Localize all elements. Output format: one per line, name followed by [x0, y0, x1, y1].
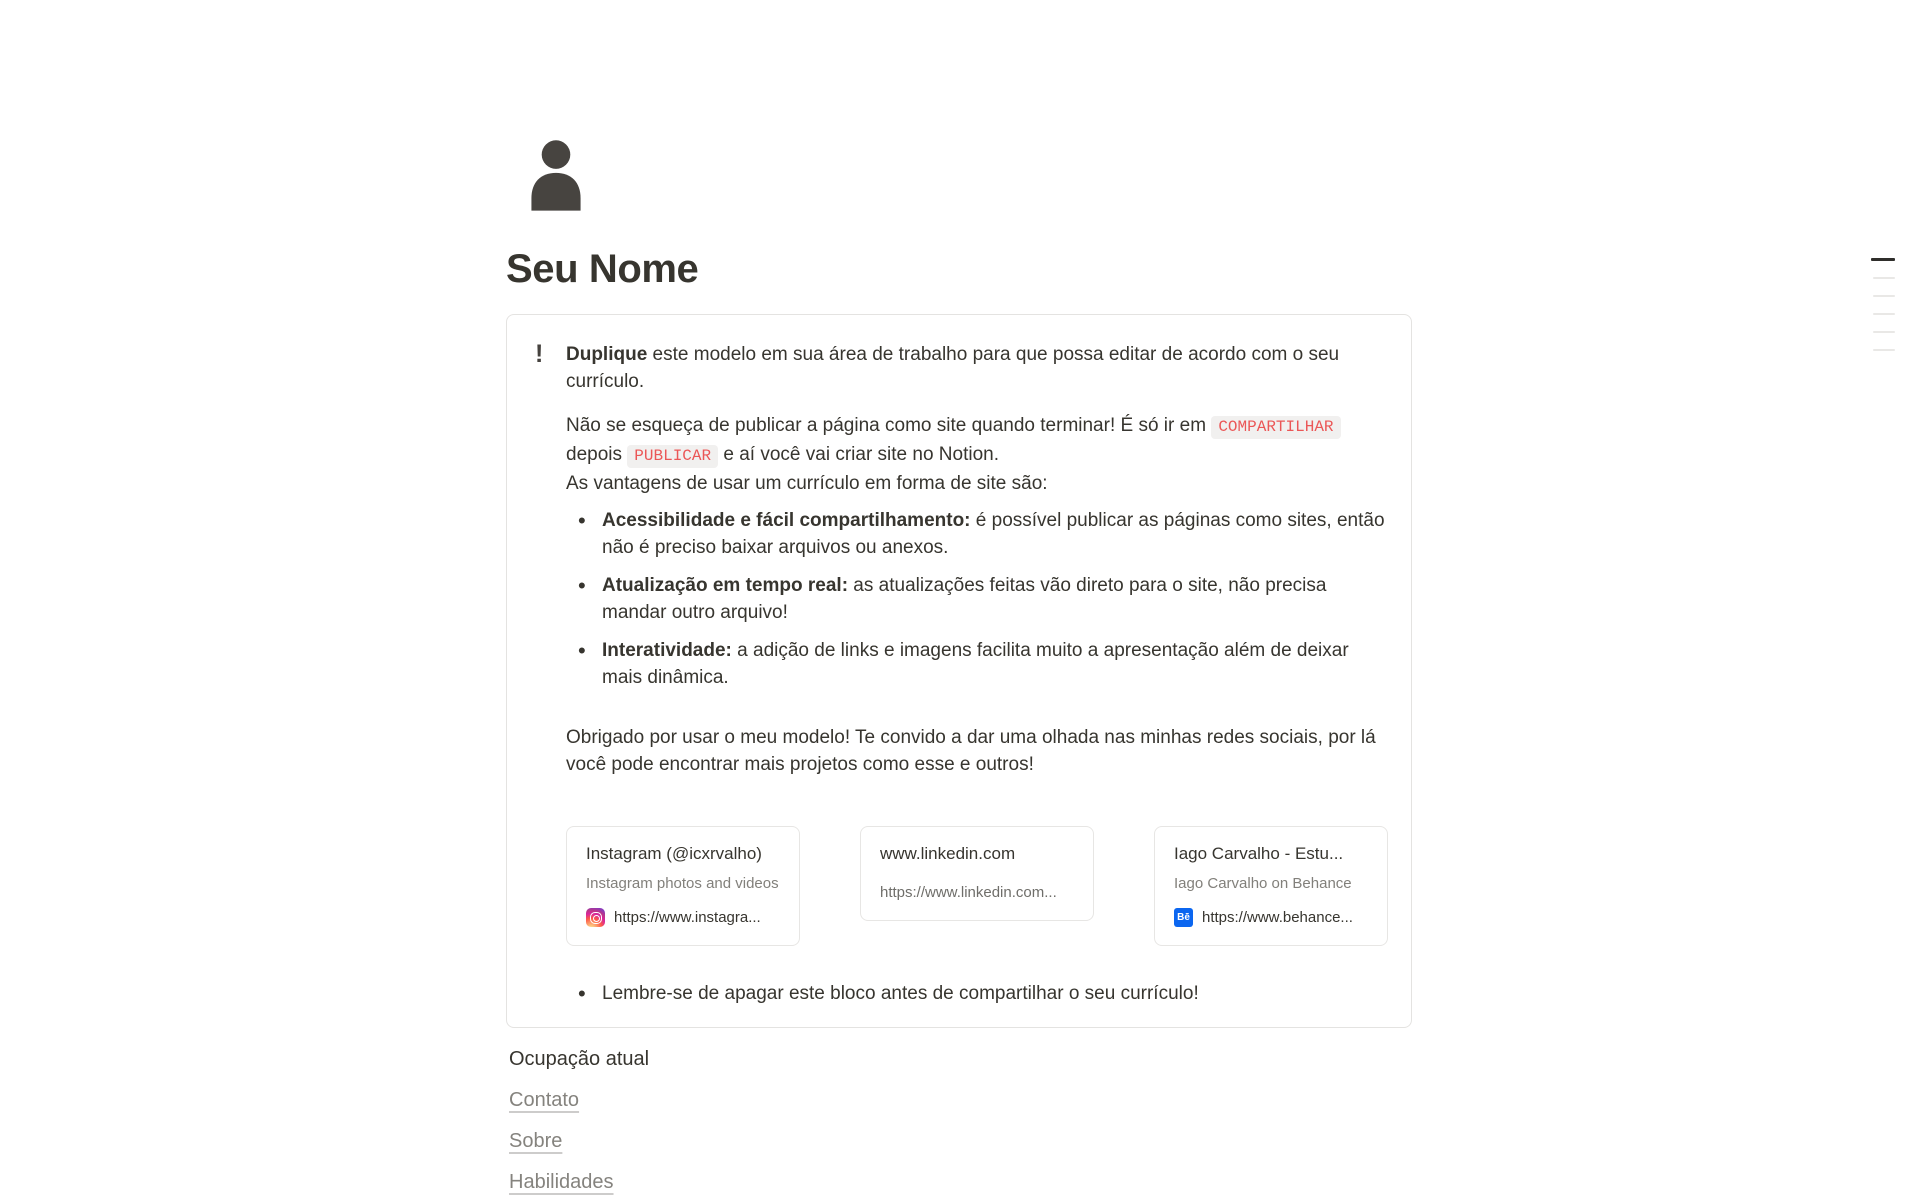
paragraph-text: depois — [566, 444, 628, 465]
page-avatar[interactable] — [524, 137, 588, 211]
reminder-list — [566, 980, 1389, 1007]
bookmark-description: Instagram photos and videos — [586, 875, 779, 892]
person-icon — [524, 137, 588, 211]
instagram-icon — [586, 908, 605, 927]
bullet-text: a adição de links e imagens facilita muito a apresentação além de deixar mais dinâmica. — [602, 640, 1349, 688]
bookmark-behance[interactable] — [1154, 826, 1388, 946]
bullet-bold-text: Interatividade: — [602, 640, 732, 661]
bookmark-description: Iago Carvalho on Behance — [1174, 875, 1352, 892]
code-compartilhar: COMPARTILHAR — [1211, 416, 1340, 439]
advantages-list — [566, 507, 1389, 691]
bookmark-url: https://www.linkedin.com... — [880, 884, 1057, 901]
bookmark-url: https://www.instagra... — [614, 909, 761, 926]
link-contato[interactable]: Contato — [509, 1089, 580, 1111]
list-item — [566, 637, 1389, 691]
callout-paragraph-thanks: Obrigado por usar o meu modelo! Te convido a dar uma olhada nas minhas redes sociais, por lá você pode encontrar mais projetos como esse e outros! — [566, 727, 1376, 775]
toc-line[interactable] — [1871, 258, 1895, 261]
bullet-text: as atualizações feitas vão direto para o site, não precisa mandar outro arquivo! — [602, 575, 1327, 623]
bookmark-title: Iago Carvalho - Estu... — [1174, 844, 1344, 863]
bold-duplique: Duplique — [566, 344, 648, 365]
toc-line[interactable] — [1873, 313, 1895, 315]
paragraph-text: este modelo em sua área de trabalho para que possa editar de acordo com o seu currículo. — [566, 344, 1340, 392]
code-publicar: PUBLICAR — [627, 445, 718, 468]
bookmark-instagram[interactable] — [566, 826, 800, 946]
bookmark-title: Instagram (@icxrvalho) — [586, 844, 762, 863]
bookmark-link-row — [586, 904, 781, 931]
paragraph-text: e aí você vai criar site no Notion. — [718, 444, 1000, 465]
exclamation-icon[interactable]: ! — [535, 340, 544, 368]
page-content — [506, 137, 1414, 1195]
toc-line[interactable] — [1873, 295, 1895, 297]
page-title[interactable]: Seu Nome — [506, 247, 699, 291]
list-item — [566, 572, 1389, 626]
list-item — [566, 507, 1389, 561]
table-of-contents-indicator[interactable] — [1871, 258, 1895, 351]
bookmark-title: www.linkedin.com — [880, 844, 1016, 863]
bookmark-linkedin[interactable] — [860, 826, 1094, 921]
callout-body — [566, 341, 1389, 1013]
link-habilidades[interactable]: Habilidades — [509, 1171, 614, 1193]
behance-icon: Bē — [1174, 908, 1193, 927]
link-sobre[interactable]: Sobre — [509, 1130, 563, 1152]
toc-line[interactable] — [1873, 277, 1895, 279]
bullet-bold-text: Atualização em tempo real: — [602, 575, 849, 596]
paragraph-text: As vantagens de usar um currículo em forma de site são: — [566, 473, 1048, 494]
callout-paragraph-publish — [566, 412, 1389, 497]
bookmark-row — [566, 826, 1389, 946]
bullet-text: é possível publicar as páginas como sites, então não é preciso baixar arquivos ou anexos. — [602, 510, 1385, 558]
bullet-bold-text: Acessibilidade e fácil compartilhamento: — [602, 510, 971, 531]
section-ocupacao-atual[interactable]: Ocupação atual — [509, 1048, 650, 1070]
list-item — [566, 980, 1389, 1007]
toc-line[interactable] — [1873, 331, 1895, 333]
bookmark-link-row — [1174, 904, 1369, 931]
paragraph-text: Não se esqueça de publicar a página como site quando terminar! É só ir em — [566, 415, 1212, 436]
callout-paragraph-duplicate — [566, 341, 1389, 395]
callout-block — [506, 314, 1412, 1028]
bookmark-url: https://www.behance... — [1202, 909, 1353, 926]
toc-line[interactable] — [1873, 349, 1895, 351]
bullet-text: Lembre-se de apagar este bloco antes de compartilhar o seu currículo! — [602, 983, 1199, 1004]
